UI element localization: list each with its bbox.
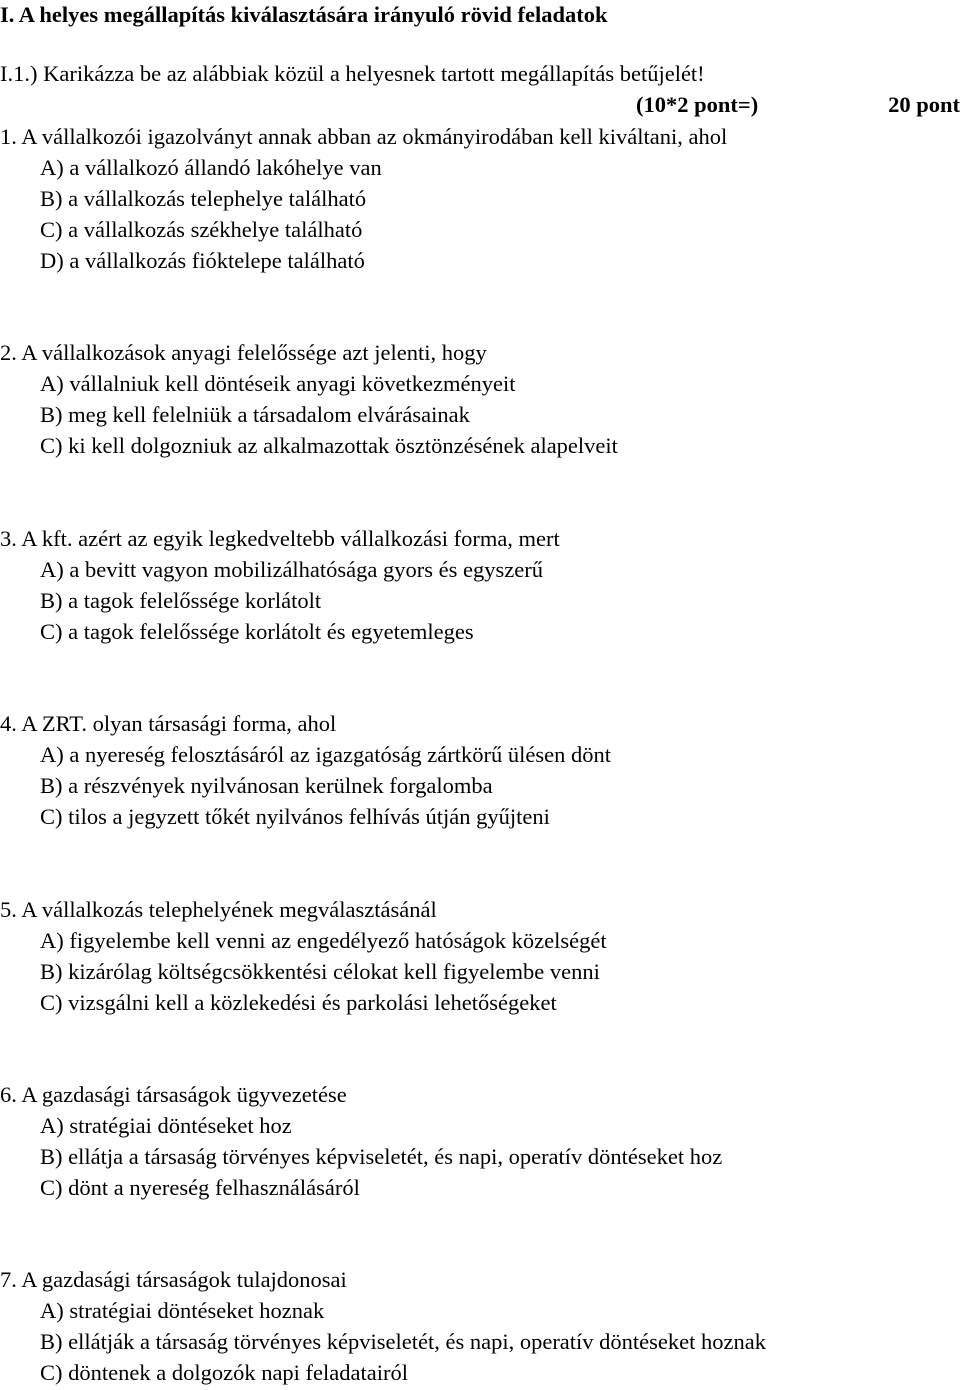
answer-option-b[interactable]: B) a részvények nyilvánosan kerülnek forgalomba bbox=[40, 773, 493, 798]
question-text: 6. A gazdasági társaságok ügyvezetése bbox=[0, 1082, 347, 1107]
question-2 bbox=[0, 337, 960, 461]
answer-option-c[interactable]: C) tilos a jegyzett tőkét nyilvános felhívás útján gyűjteni bbox=[40, 804, 550, 829]
points-total: 20 pont bbox=[888, 92, 960, 117]
answer-option-c[interactable]: C) a tagok felelőssége korlátolt és egyetemleges bbox=[40, 619, 474, 644]
answer-option-b[interactable]: B) ellátja a társaság törvényes képviseletét, és napi, operatív döntéseket hoz bbox=[40, 1144, 723, 1169]
points-formula: (10*2 pont=) bbox=[636, 92, 759, 117]
question-text: 5. A vállalkozás telephelyének megválasztásánál bbox=[0, 897, 437, 922]
answer-option-a[interactable]: A) stratégiai döntéseket hoznak bbox=[40, 1298, 325, 1323]
question-1 bbox=[0, 121, 960, 276]
points-row bbox=[0, 90, 960, 120]
answer-option-a[interactable]: A) a nyereség felosztásáról az igazgatóság zártkörű ülésen dönt bbox=[40, 742, 612, 767]
question-text: 4. A ZRT. olyan társasági forma, ahol bbox=[0, 711, 337, 736]
section-title: I. A helyes megállapítás kiválasztására irányuló rövid feladatok bbox=[0, 2, 608, 27]
question-text: 1. A vállalkozói igazolványt annak abban az okmányirodában kell kiváltani, ahol bbox=[0, 124, 728, 149]
answer-option-b[interactable]: B) a vállalkozás telephelye található bbox=[40, 186, 367, 211]
answer-option-a[interactable]: A) figyelembe kell venni az engedélyező hatóságok közelségét bbox=[40, 928, 607, 953]
answer-option-b[interactable]: B) kizárólag költségcsökkentési célokat kell figyelembe venni bbox=[40, 959, 600, 984]
answer-option-c[interactable]: C) a vállalkozás székhelye található bbox=[40, 217, 363, 242]
answer-option-c[interactable]: C) döntenek a dolgozók napi feladatairól bbox=[40, 1360, 408, 1385]
question-5 bbox=[0, 894, 960, 1018]
question-4 bbox=[0, 708, 960, 832]
question-6 bbox=[0, 1079, 960, 1203]
answer-option-d[interactable]: D) a vállalkozás fióktelepe található bbox=[40, 248, 365, 273]
question-3 bbox=[0, 523, 960, 647]
question-text: 2. A vállalkozások anyagi felelőssége azt jelenti, hogy bbox=[0, 340, 487, 365]
answer-option-a[interactable]: A) a vállalkozó állandó lakóhelye van bbox=[40, 155, 382, 180]
answer-option-a[interactable]: A) a bevitt vagyon mobilizálhatósága gyors és egyszerű bbox=[40, 557, 543, 582]
answer-option-a[interactable]: A) vállalniuk kell döntéseik anyagi következményeit bbox=[40, 371, 516, 396]
answer-option-b[interactable]: B) a tagok felelőssége korlátolt bbox=[40, 588, 322, 613]
answer-option-b[interactable]: B) ellátják a társaság törvényes képviseletét, és napi, operatív döntéseket hoznak bbox=[40, 1329, 766, 1354]
question-7 bbox=[0, 1264, 960, 1388]
answer-option-c[interactable]: C) ki kell dolgozniuk az alkalmazottak ösztönzésének alapelveit bbox=[40, 433, 618, 458]
answer-option-c[interactable]: C) vizsgálni kell a közlekedési és parkolási lehetőségeket bbox=[40, 990, 557, 1015]
question-text: 7. A gazdasági társaságok tulajdonosai bbox=[0, 1267, 347, 1292]
question-text: 3. A kft. azért az egyik legkedveltebb vállalkozási forma, mert bbox=[0, 526, 560, 551]
instruction-text: I.1.) Karikázza be az alábbiak közül a helyesnek tartott megállapítás betűjelét! bbox=[0, 61, 705, 86]
answer-option-c[interactable]: C) dönt a nyereség felhasználásáról bbox=[40, 1175, 360, 1200]
answer-option-b[interactable]: B) meg kell felelniük a társadalom elvárásainak bbox=[40, 402, 470, 427]
answer-option-a[interactable]: A) stratégiai döntéseket hoz bbox=[40, 1113, 292, 1138]
